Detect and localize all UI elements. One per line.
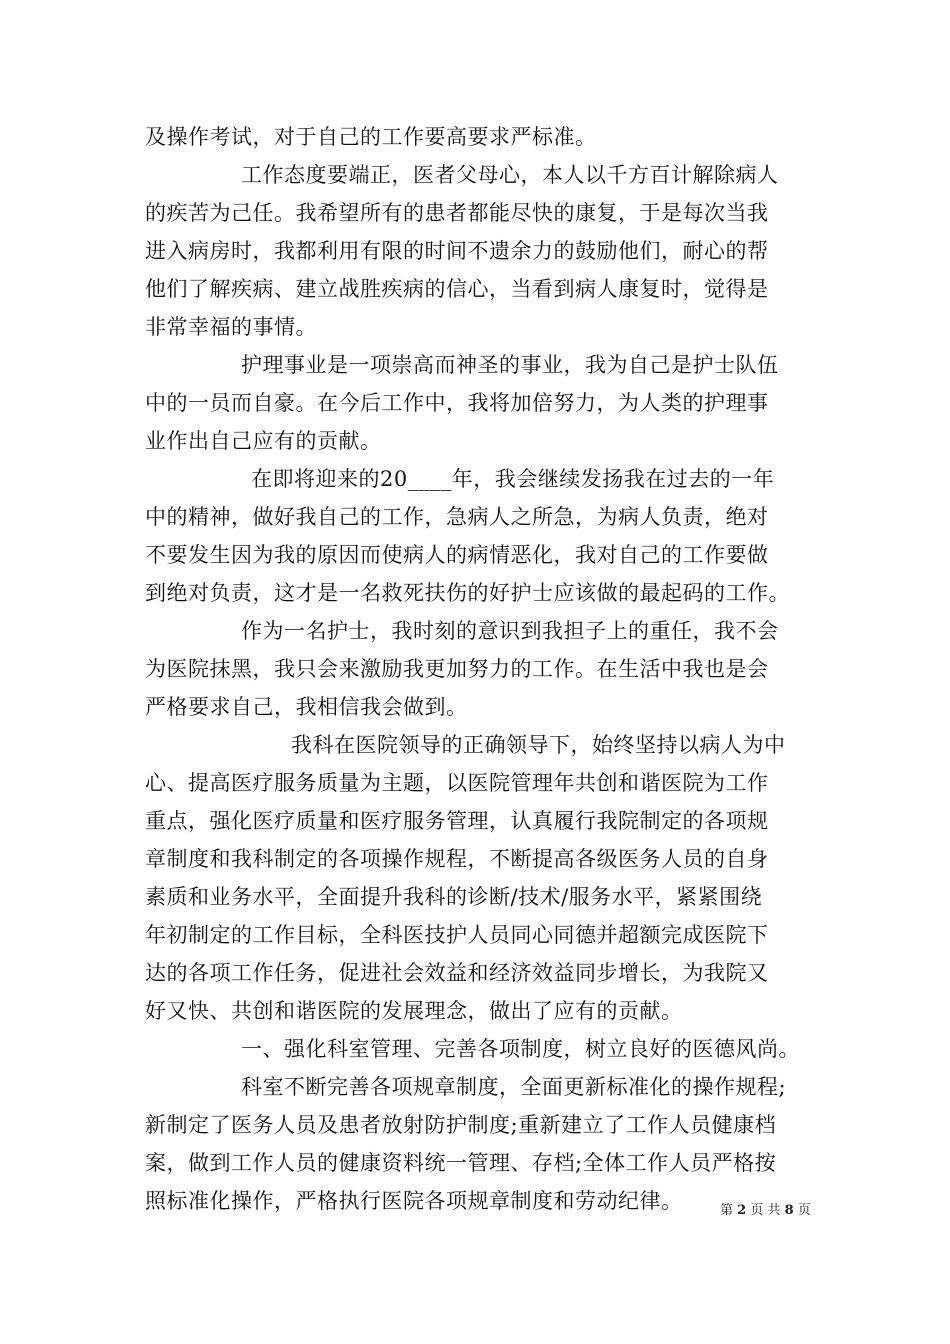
footer-prefix: 第 — [720, 1203, 734, 1218]
text-line: 中的一员而自豪。在今后工作中，我将加倍努力，为人类的护理事 — [145, 391, 769, 415]
text-line: 照标准化操作，严格执行医院各项规章制度和劳动纪律。 — [145, 1189, 683, 1213]
text-line: 我科在医院领导的正确领导下，始终坚持以病人为中 — [291, 733, 786, 757]
text-line: 作为一名护士，我时刻的意识到我担子上的重任，我不会 — [241, 619, 779, 643]
text-line: 中的精神，做好我自己的工作，急病人之所急，为病人负责，绝对 — [145, 505, 769, 529]
text-line: 严格要求自己，我相信我会做到。 — [145, 695, 468, 719]
text-line: 工作态度要端正，医者父母心，本人以千方百计解除病人 — [241, 163, 779, 187]
text-line: 科室不断完善各项规章制度，全面更新标准化的操作规程; — [241, 1075, 787, 1099]
text-line: 进入病房时，我都利用有限的时间不遗余力的鼓励他们，耐心的帮 — [145, 239, 769, 263]
text-line: 重点，强化医疗质量和医疗服务管理，认真履行我院制定的各项规 — [145, 809, 769, 833]
text-line: 年初制定的工作目标，全科医技护人员同心同德并超额完成医院下 — [145, 923, 769, 947]
text-line: 护理事业是一项崇高而神圣的事业，我为自己是护士队伍 — [241, 353, 779, 377]
footer-suffix: 页 — [797, 1203, 811, 1218]
document-body — [145, 118, 815, 1220]
text-line: 素质和业务水平，全面提升我科的诊断/技术/服务水平，紧紧围绕 — [145, 885, 763, 909]
text-line: 到绝对负责，这才是一名救死扶伤的好护士应该做的最起码的工作。 — [145, 581, 790, 605]
text-line: 非常幸福的事情。 — [145, 315, 317, 339]
text-line: 不要发生因为我的原因而使病人的病情恶化，我对自己的工作要做 — [145, 543, 769, 567]
text-line: 心、提高医疗服务质量为主题，以医院管理年共创和谐医院为工作 — [145, 771, 769, 795]
text-line: 在即将迎来的20____年，我会继续发扬我在过去的一年 — [251, 467, 775, 491]
footer-page-number: 2 — [737, 1203, 747, 1218]
text-line: 他们了解疾病、建立战胜疾病的信心，当看到病人康复时，觉得是 — [145, 277, 769, 301]
page-footer — [720, 1203, 811, 1219]
footer-middle: 页 共 — [750, 1203, 781, 1218]
text-line: 案，做到工作人员的健康资料统一管理、存档;全体工作人员严格按 — [145, 1151, 777, 1175]
text-line: 及操作考试，对于自己的工作要高要求严标准。 — [145, 125, 597, 149]
text-line: 业作出自己应有的贡献。 — [145, 429, 382, 453]
text-line: 好又快、共创和谐医院的发展理念，做出了应有的贡献。 — [145, 999, 683, 1023]
text-line: 为医院抹黑，我只会来激励我更加努力的工作。在生活中我也是会 — [145, 657, 769, 681]
text-line: 的疾苦为己任。我希望所有的患者都能尽快的康复，于是每次当我 — [145, 201, 769, 225]
text-line: 新制定了医务人员及患者放射防护制度;重新建立了工作人员健康档 — [145, 1113, 777, 1137]
text-line: 章制度和我科制定的各项操作规程，不断提高各级医务人员的自身 — [145, 847, 769, 871]
footer-page-total: 8 — [784, 1203, 794, 1218]
section-heading: 一、强化科室管理、完善各项制度，树立良好的医德风尚。 — [241, 1037, 800, 1061]
text-line: 达的各项工作任务，促进社会效益和经济效益同步增长，为我院又 — [145, 961, 769, 985]
